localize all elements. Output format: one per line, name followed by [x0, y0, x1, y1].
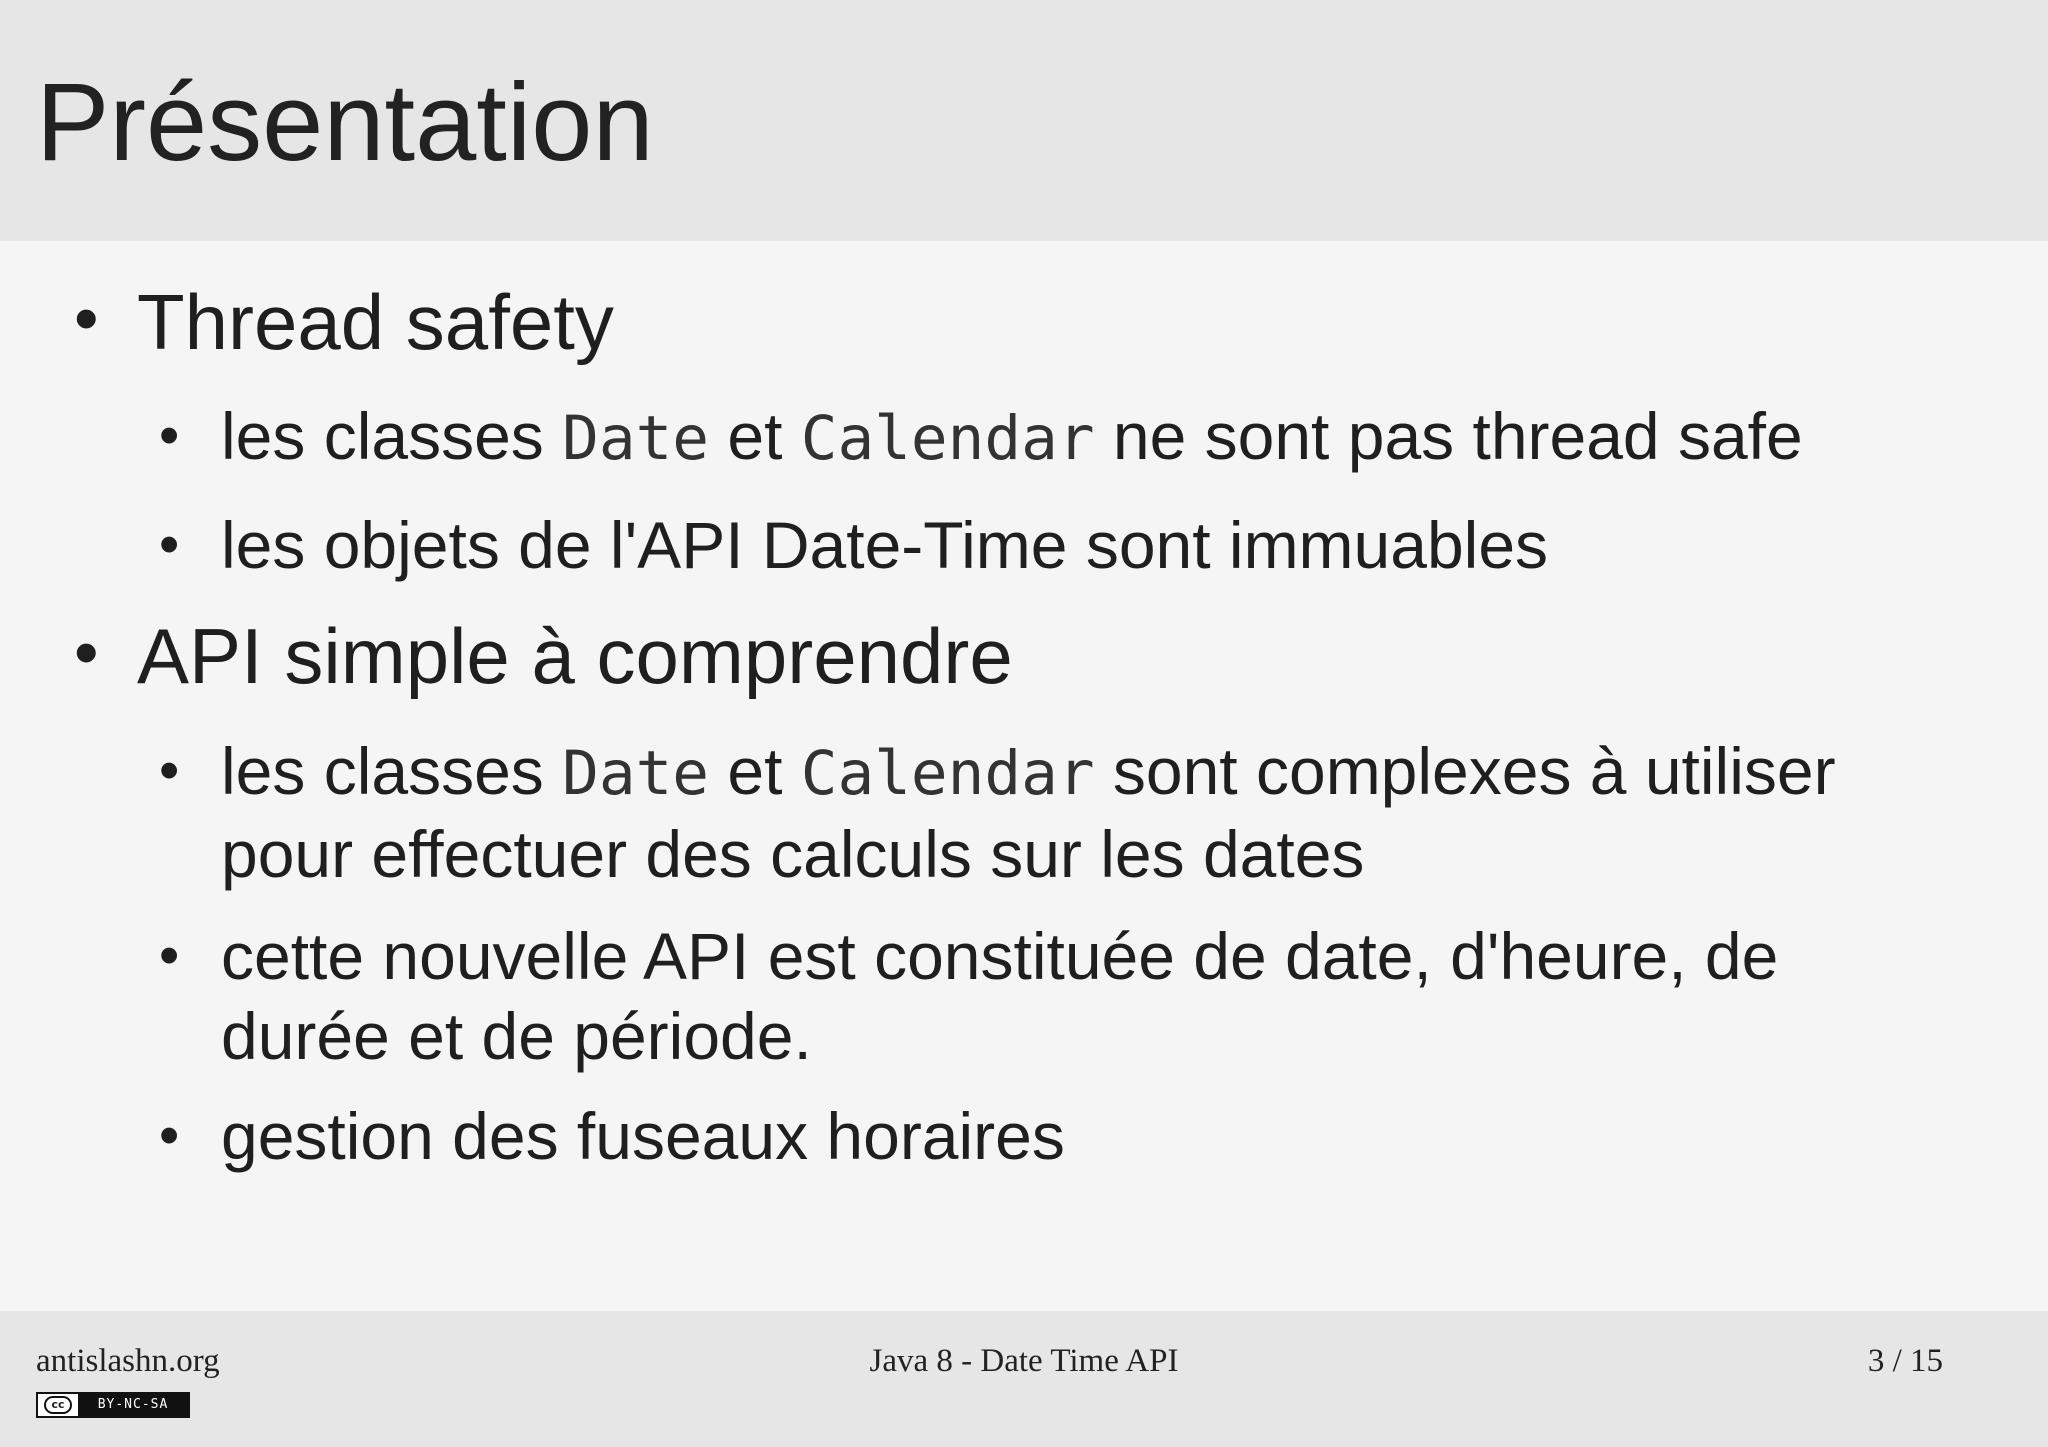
- license-label: BY-NC-SA: [78, 1394, 188, 1416]
- code-calendar: Calendar: [800, 403, 1095, 474]
- code-date: Date: [562, 738, 710, 809]
- bullet-text: les objets de l'API Date-Time sont immuables: [221, 508, 1549, 582]
- text-part: pour effectuer des calculs sur les dates: [221, 817, 1365, 891]
- sub-bullet-not-thread-safe: [159, 396, 1803, 479]
- footer-title: Java 8 - Date Time API: [869, 1343, 1179, 1379]
- bullet-icon: •: [159, 403, 180, 468]
- text-part: ne sont pas thread safe: [1094, 399, 1803, 473]
- text-part: les classes: [221, 399, 563, 473]
- bullet-thread-safety: [74, 277, 614, 367]
- text-part: sont complexes à utiliser: [1094, 734, 1836, 808]
- slide-header: [0, 0, 2048, 241]
- slide-title: Présentation: [36, 61, 654, 184]
- text-part: cette nouvelle API est constituée de date, d'heure, de: [221, 919, 1779, 993]
- bullet-icon: •: [159, 1103, 180, 1168]
- text-part: les classes: [221, 734, 563, 808]
- bullet-text: API simple à comprendre: [137, 612, 1013, 700]
- sub-bullet-new-api: [159, 916, 1779, 1076]
- page-number: 3 / 15: [1867, 1343, 1943, 1379]
- sub-bullet-timezones: [159, 1096, 1065, 1176]
- bullet-icon: •: [74, 279, 99, 357]
- slide-footer: [0, 1311, 2048, 1447]
- text-part: et: [709, 734, 801, 808]
- cc-license-icon: [36, 1392, 190, 1418]
- bullet-text: Thread safety: [137, 278, 614, 366]
- bullet-simple-api: [74, 611, 1013, 701]
- footer-site: antislashn.org: [36, 1343, 220, 1379]
- bullet-icon: •: [159, 738, 180, 803]
- text-part: durée et de période.: [221, 999, 812, 1073]
- slide-body: [0, 241, 2048, 1311]
- bullet-icon: •: [159, 512, 180, 577]
- cc-symbol: [38, 1394, 78, 1416]
- text-part: et: [709, 399, 801, 473]
- sub-bullet-immutable: [159, 505, 1549, 585]
- bullet-icon: •: [74, 613, 99, 691]
- bullet-icon: •: [159, 923, 180, 988]
- sub-bullet-complex-classes: [159, 731, 1836, 894]
- code-calendar: Calendar: [800, 738, 1095, 809]
- bullet-text: gestion des fuseaux horaires: [221, 1099, 1065, 1173]
- code-date: Date: [562, 403, 710, 474]
- cc-symbol-text: cc: [44, 1396, 72, 1414]
